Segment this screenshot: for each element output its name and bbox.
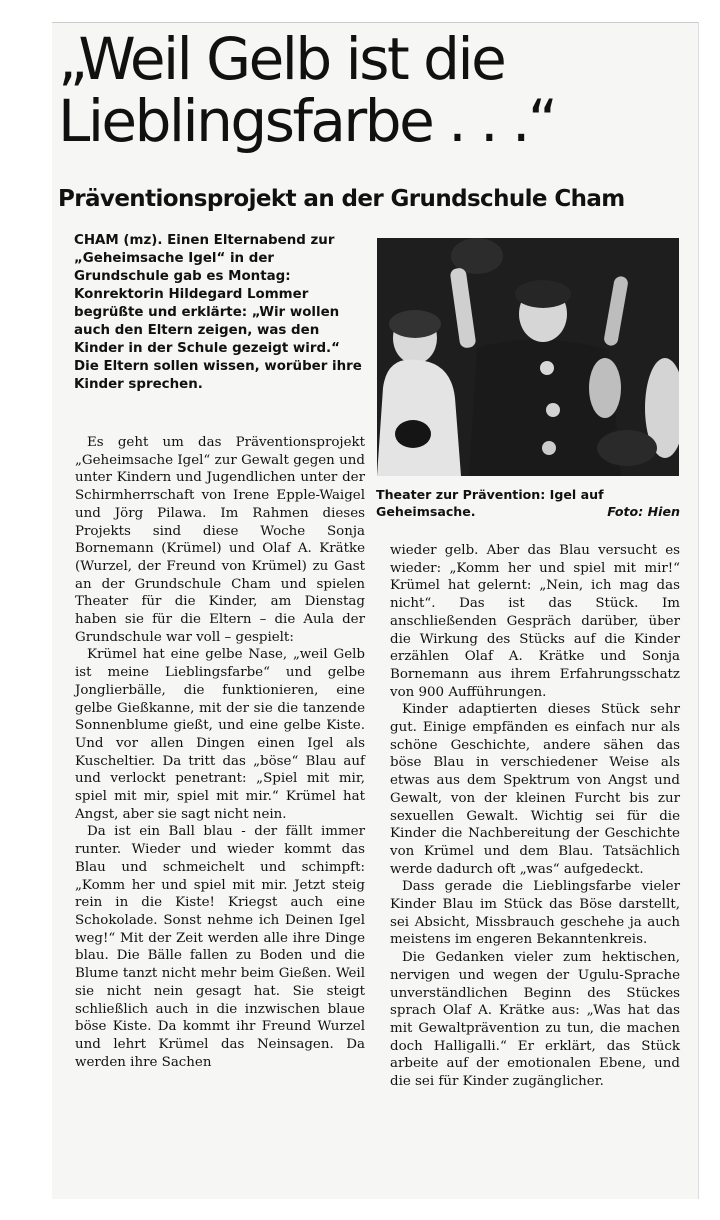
subheadline: Präventionsprojekt an der Grundschule Cham [58,186,625,212]
theater-photo-image [377,238,679,476]
photo-caption-text: Theater zur Prävention: Igel auf Geheimsache. [376,487,604,519]
headline-line-1: „Weil Gelb ist die [58,25,505,93]
body-column-1 [75,434,365,1071]
paragraph: Krümel hat eine gelbe Nase, „weil Gelb ist meine Lieblingsfarbe“ und gelbe Jonglierbälle, die funktionieren, eine gelbe Gießkanne, mit der sie die tanzende Sonnenblume gießt, und eine gelbe Kiste. Und vor allen Dingen einen Igel als Kuscheltier. Da tritt das „böse“ Blau auf und verlockt penetrant: „Spiel mit mir, spiel mit mir, spiel mit mir.“ Krümel hat Angst, aber sie sagt nicht nein. [75,647,365,822]
headline [58,25,678,155]
paragraph: Kinder adaptierten dieses Stück sehr gut. Einige empfänden es einfach nur als schöne Geschichte, andere sähen das böse Blau in verschiedener Weise als etwas aus dem Spektrum von Angst und Gewalt, von der kleinen Furcht bis zur sexuellen Gewalt. Wichtig sei für die Kinder die Nachbereitung der Geschichte von Krümel und dem Blau. Tatsächlich werde dadurch oft „was“ aufgedeckt. [390,702,680,877]
body-column-2 [390,542,680,1091]
paragraph: Es geht um das Präventionsprojekt „Geheimsache Igel“ zur Gewalt gegen und unter Kindern und Jugendlichen unter der Schirmherrschaft von Irene Epple-Waigel und Jörg Pilawa. Im Rahmen dieses Projekts sind diese Woche Sonja Bornemann (Krümel) und Olaf A. Krätke (Wurzel, der Freund von Krümel) zu Gast an der Grundschule Cham und spielen Theater für die Kinder, am Dienstag haben sie für die Eltern – die Aula der Grundschule war voll – gespielt: [75,435,365,645]
photo-caption [376,486,680,520]
paragraph: Da ist ein Ball blau - der fällt immer runter. Wieder und wieder kommt das Blau und schmeichelt und schimpft: „Komm her und spiel mit mir. Jetzt steig rein in die Kiste! Kriegst auch eine Schokolade. Sonst nehme ich Deinen Igel weg!“ Mit der Zeit werden alle ihre Dinge blau. Die Bälle fallen zu Boden und die Blume tanzt nicht mehr beim Gießen. Weil sie nicht nein gesagt hat. Sie steigt schließlich auch in die inzwischen blaue böse Kiste. Da kommt ihr Freund Wurzel und lehrt Krümel das Neinsagen. Da werden ihre Sachen [75,824,365,1070]
theater-photo [377,238,679,476]
lead-paragraph: CHAM (mz). Einen Elternabend zur „Geheimsache Igel“ in der Grundschule gab es Montag: Konrektorin Hildegard Lommer begrüßte und erklärte: „Wir wollen auch den Eltern zeigen, was den Kinder in der Schule gezeigt wird.“ Die Eltern sollen wissen, worüber ihre Kinder sprechen. [74,233,362,392]
photo-credit: Foto: Hien [607,504,680,519]
headline-line-2: Lieblingsfarbe . . .“ [58,87,556,155]
paragraph: wieder gelb. Aber das Blau versucht es wieder: „Komm her und spiel mit mir!“ Krümel hat gelernt: „Nein, ich mag das nicht“. Das ist das Stück. Im anschließenden Gespräch darüber, über die Wirkung des Stücks auf die Kinder erzählen Olaf A. Krätke und Sonja Bornemann aus ihrem Erfahrungsschatz von 900 Aufführungen. [390,543,680,700]
paragraph: Dass gerade die Lieblingsfarbe vieler Kinder Blau im Stück das Böse darstellt, sei Absicht, Missbrauch geschehe ja auch meistens im engeren Bekanntenkreis. [390,879,680,948]
paragraph: Die Gedanken vieler zum hektischen, nervigen und wegen der Ugulu-Sprache unverständlichen Beginn des Stückes sprach Olaf A. Krätke aus: „Was hat das mit Gewaltprävention zu tun, die machen doch Halligalli.“ Er erklärt, das Stück arbeite auf der emotionalen Ebene, und die sei für Kinder zugänglicher. [390,950,680,1090]
